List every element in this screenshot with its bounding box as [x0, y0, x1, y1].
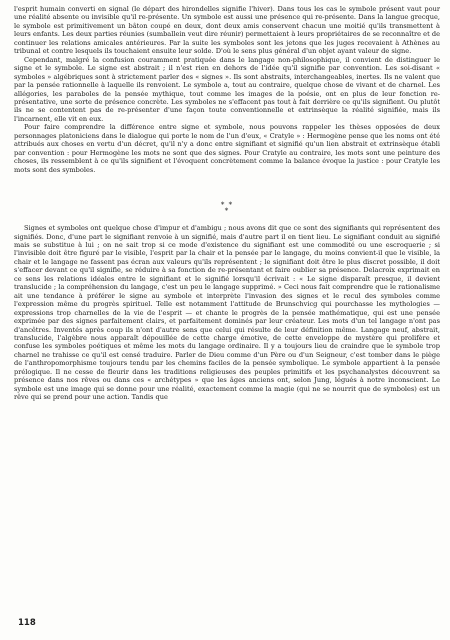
- paragraph: Pour faire comprendre la différence entre signe et symbole, nous pouvons rappeler les thèses opposées de deux personnages platoniciens dans le dialogue qui porte le nom de l'un d'eux, « Cratyle » : Hermogène pense que les noms ont été attribués aux choses en vertu d'un décret, qu'il n'y a donc entre signifiant et signifié qu'un lien abstrait et extrinsèque établi par convention : pour Hermogène les mots ne sont que des signes. Pour Cratyle au contraire, les mots sont une peinture des choses, ils ressemblent à ce qu'ils signifient et l'évoquent concrètement comme la balance évoque la justice : pour Cratyle les mots sont des symboles.: [14, 123, 440, 174]
- page-number: 118: [18, 618, 36, 628]
- paragraph: l'esprit humain converti en signal (le départ des hirondelles signifie l'hiver). Dans tous les cas le symbole présent vaut pour une réalité absente ou invisible qu'il re-présente. Un symbole est aussi une présence qui re-présente. Dans la langue grecque, le symbole est primitivement un bâton coupé en deux, dont deux amis conservent chacun une moitié qu'ils transmettent à leurs enfants. Les deux parties réunies (sumballein veut dire réunir) permettaient à leurs propriétaires de se reconnaître et de continuer les relations amicales antérieures. Par la suite les symboles sont les jetons que les juges recevaient à Athènes au tribunal et contre lesquels ils touchaient ensuite leur solde. D'où le sens plus général d'un objet ayant valeur de signe.: [14, 5, 440, 56]
- paragraph: Signes et symboles ont quelque chose d'impur et d'ambigu ; nous avons dit que ce sont des signifiants qui représentent des signifiés. Donc, d'une part le signifiant renvoie à un signifié, mais d'autre part il en tient lieu. Le signifiant conduit au signifié mais se substitue à lui ; on ne sait trop si ce mode d'existence du signifiant est une commodité ou une escroquerie ; si l'invisible doit être figuré par le visible, l'esprit par la chair et la pensée par le langage, du moins convient-il que le visible, la chair et le langage ne fassent pas écran aux valeurs qu'ils représentent ; le signifiant doit être le plus discret possible, il doit s'effacer devant ce qu'il signifie, se réduire à sa fonction de re-présentant et faire oublier sa présence. Delacroix exprimait en ce sens les relations idéales entre le signifiant et le signifié lorsqu'il écrivait : « Le signe disparaît presque, il devient translucide ; la compréhension du langage, c'est un peu le langage supprimé. » Ceci nous fait comprendre que le rationalisme ait une tendance à préférer le signe au symbole et interprète l'invasion des signes et le recul des symboles comme l'expression même du progrès spirituel. Telle est notamment l'attitude de Brunschvicg qui pourchasse les mythologies — expressions trop charnelles de la vie de l'esprit — et chante le progrès de la pensée mathématique, qui est une pensée exprimée par des signes parfaitement clairs, et parfaitement dominés par leur créateur. Les mots d'un tel langage n'ont pas d'ancêtres. Inventés après coup ils n'ont d'autre sens que celui qui résulte de leur définition même. Langage neuf, abstrait, translucide, l'algèbre nous apparaît dépouillée de cette charge émotive, de cette enveloppe de mystère qui prolifère et confuse les symboles poétiques et même les mots du langage ordinaire. Il y a toujours lieu de craindre que le symbole trop charnel ne trahisse ce qu'il est censé traduire. Parler de Dieu comme d'un Père ou d'un Seigneur, c'est tomber dans le piège de l'anthropomorphisme toujours tendu par les chemins faciles de la pensée symbolique. Le symbole appartient à la pensée prélogique. Il ne cesse de fleurir dans les traditions religieuses des peuples primitifs et les psychanalystes découvrent sa présence dans nos rêves ou dans ces « archétypes » que les âges anciens ont, selon Jung, légués à notre inconscient. Le symbole est une image qui se donne pour une réalité, exactement comme la magie (qui ne se nourrit que de symboles) est un rêve qui se prend pour une action. Tandis que: [14, 224, 440, 402]
- section-divider: [14, 202, 440, 216]
- divider-asterisks: * * *: [220, 201, 234, 216]
- paragraph: Cependant, malgré la confusion couramment pratiquée dans le langage non-philosophique, il convient de distinguer le signe et le symbole. Le signe est abstrait ; il n'est rien en dehors de l'idée qu'il signifie par convention. Les soi-disant « symboles » algébriques sont à strictement parler des « signes ». Ils sont abstraits, interchangeables, inertes. Ils ne valent que par la pensée rationnelle à laquelle ils renvoient. Le symbole a, tout au contraire, quelque chose de vivant et de charnel. Les allégories, les paraboles de la pensée mythique, tout comme les images de la poésie, ont en plus de leur fonction re-présentative, une sorte de présence concrète. Les symboles ne s'effacent pas tout à fait derrière ce qu'ils signifient. Ou plutôt ils ne se contentent pas de re-présenter d'une façon toute conventionnelle et extrinsèque la réalité signifiée, mais ils l'incarnent, elle vit en eux.: [14, 55, 440, 123]
